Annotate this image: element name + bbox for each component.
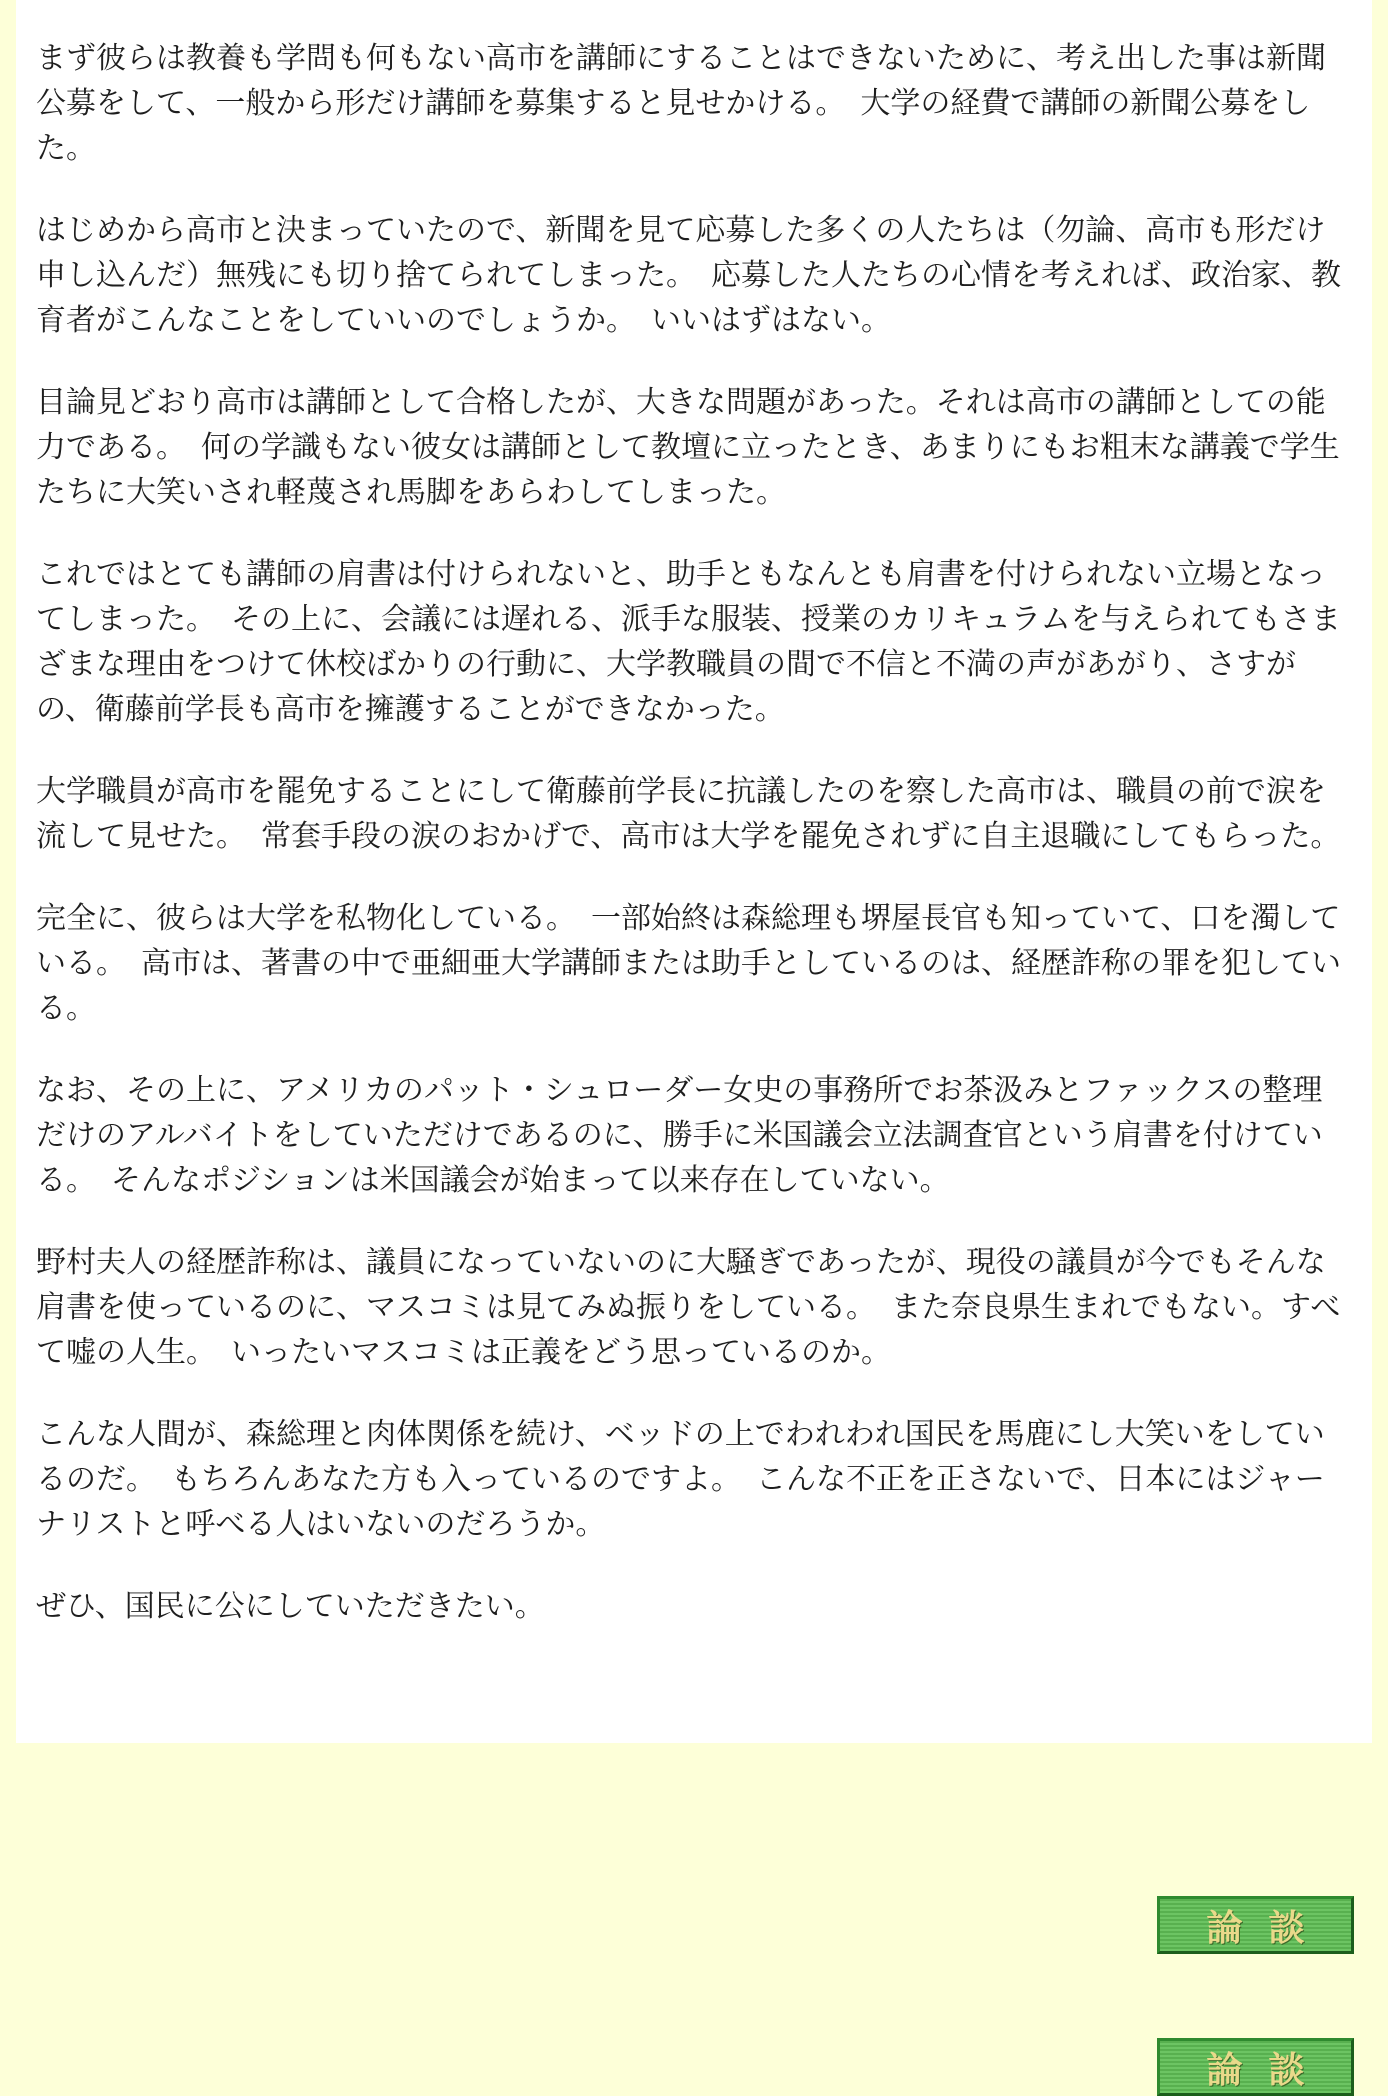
article-paragraph-10: ぜひ、国民に公にしていただきたい。: [36, 1589, 545, 1624]
article-paragraph-1: まず彼らは教養も学問も何もない高市を講師にすることはできないために、考え出した事は新聞公募をして、一般から形だけ講師を募集すると見せかける。 大学の経費で講師の新聞公募をした。: [36, 41, 1326, 166]
rondan-nav-button-secondary[interactable]: [1157, 2038, 1354, 2096]
article-paragraph-6: 完全に、彼らは大学を私物化している。 一部始終は森総理も堺屋長官も知っていて、口を濁している。 高市は、著書の中で亜細亜大学講師または助手としているのは、経歴詐称の罪を犯している。: [36, 901, 1341, 1026]
article-paragraph-9: こんな人間が、森総理と肉体関係を続け、ベッドの上でわれわれ国民を馬鹿にし大笑いをしているのだ。 もちろんあなた方も入っているのですよ。 こんな不正を正さないで、日本にはジャーナリストと呼べる人はいないのだろうか。: [36, 1417, 1325, 1542]
article-paragraph-7: なお、その上に、アメリカのパット・シュローダー女史の事務所でお茶汲みとファックスの整理だけのアルバイトをしていただけであるのに、勝手に米国議会立法調査官という肩書を付けている。 そんなポジションは米国議会が始まって以来存在していない。: [36, 1073, 1323, 1198]
rondan-nav-button-secondary-label: 論談: [1206, 2048, 1331, 2091]
article-paragraph-3: 目論見どおり高市は講師として合格したが、大きな問題があった。それは高市の講師としての能力である。 何の学識もない彼女は講師として教壇に立ったとき、あまりにもお粗末な講義で学生たちに大笑いされ軽蔑され馬脚をあらわしてしまった。: [36, 385, 1340, 510]
article-paragraph-8: 野村夫人の経歴詐称は、議員になっていないのに大騒ぎであったが、現役の議員が今でもそんな肩書を使っているのに、マスコミは見てみぬ振りをしている。 また奈良県生まれでもない。すべて嘘の人生。 いったいマスコミは正義をどう思っているのか。: [36, 1245, 1341, 1370]
rondan-nav-button-label: 論談: [1206, 1906, 1331, 1949]
article-paragraph-5: 大学職員が高市を罷免することにして衛藤前学長に抗議したのを察した高市は、職員の前で涙を流して見せた。 常套手段の涙のおかげで、高市は大学を罷免されずに自主退職にしてもらった。: [36, 774, 1341, 854]
article-paragraph-2: はじめから高市と決まっていたので、新聞を見て応募した多くの人たちは（勿論、高市も形だけ申し込んだ）無残にも切り捨てられてしまった。 応募した人たちの心情を考えれば、政治家、教育者がこんなことをしていいのでしょうか。 いいはずはない。: [36, 213, 1341, 338]
article-body: [16, 0, 1372, 1743]
article-paragraph-4: これではとても講師の肩書は付けられないと、助手ともなんとも肩書を付けられない立場となってしまった。 その上に、会議には遅れる、派手な服装、授業のカリキュラムを与えられてもさまざまな理由をつけて休校ばかりの行動に、大学教職員の間で不信と不満の声があがり、さすがの、衛藤前学長も高市を擁護することができなかった。: [36, 557, 1341, 727]
rondan-nav-button[interactable]: [1157, 1896, 1354, 1954]
